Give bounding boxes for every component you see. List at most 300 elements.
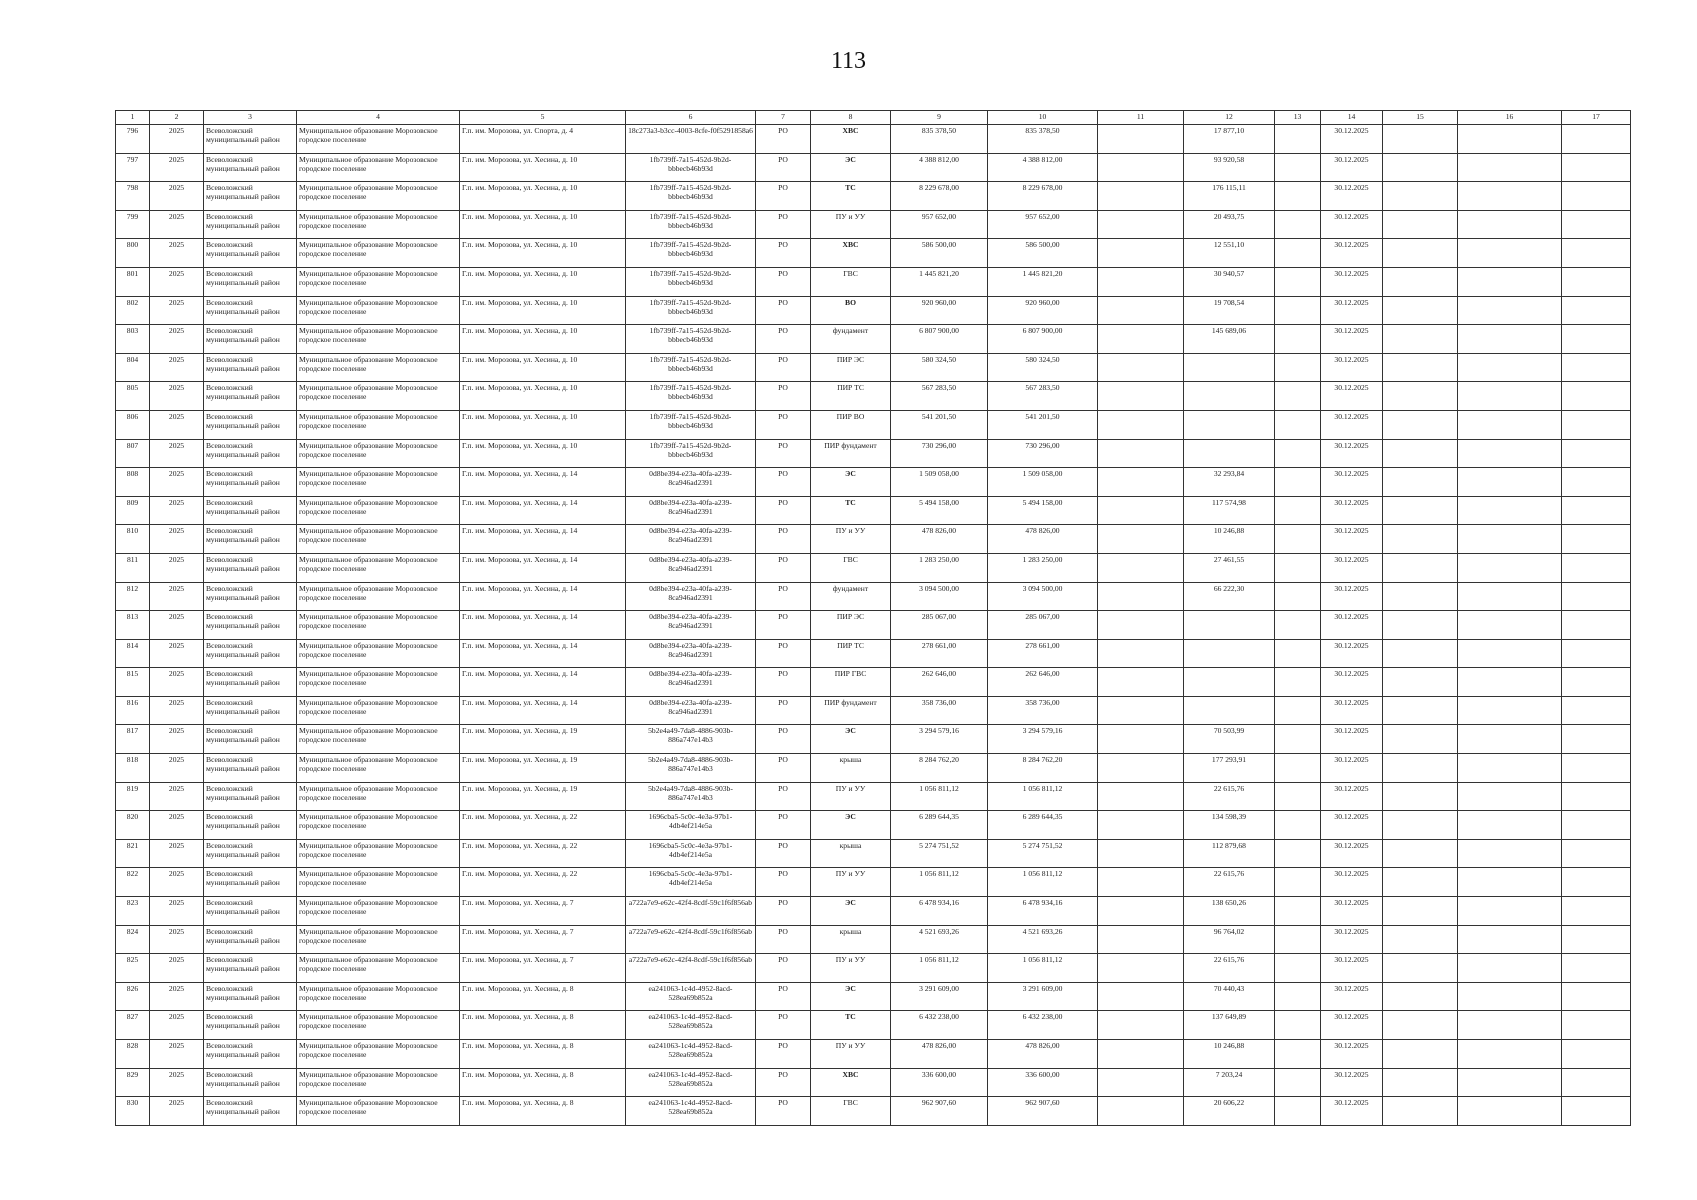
table-row — [116, 611, 1631, 640]
col16-cell — [1458, 639, 1562, 668]
col17-cell — [1562, 325, 1631, 354]
house-guid-cell: 18c273a3-b3cc-4003-8cfe-f0f5291858a6 — [626, 125, 756, 154]
col17-cell — [1562, 553, 1631, 582]
table-row — [116, 267, 1631, 296]
address-cell: Г.п. им. Морозова, ул. Хесина, д. 10 — [460, 239, 626, 268]
type-cell: РО — [756, 897, 811, 926]
address-cell: Г.п. им. Морозова, ул. Хесина, д. 7 — [460, 954, 626, 983]
col12-cell: 70 440,43 — [1184, 982, 1275, 1011]
col13-cell — [1275, 696, 1321, 725]
table-row — [116, 325, 1631, 354]
house-guid-cell: 1fb739ff-7a15-452d-9b2d-bbbecb46b93d — [626, 153, 756, 182]
col13-cell — [1275, 1011, 1321, 1040]
row-number-cell: 806 — [116, 410, 150, 439]
column-header: 7 — [756, 111, 811, 125]
municipality-cell: Муниципальное образование Морозовское городское поселение — [297, 182, 460, 211]
cost-cell: 6 807 900,00 — [891, 325, 988, 354]
col12-cell: 93 920,58 — [1184, 153, 1275, 182]
table-row — [116, 725, 1631, 754]
date-cell: 30.12.2025 — [1321, 868, 1383, 897]
date-cell: 30.12.2025 — [1321, 1068, 1383, 1097]
row-number-cell: 805 — [116, 382, 150, 411]
type-cell: РО — [756, 782, 811, 811]
date-cell: 30.12.2025 — [1321, 382, 1383, 411]
house-guid-cell: ea241063-1c4d-4952-8acd-528ea69b852a — [626, 1011, 756, 1040]
house-guid-cell: 0d8be394-e23a-40fa-a239-8ca946ad2391 — [626, 696, 756, 725]
row-number-cell: 816 — [116, 696, 150, 725]
col17-cell — [1562, 353, 1631, 382]
table-row — [116, 182, 1631, 211]
work-type-cell: ПУ и УУ — [811, 210, 891, 239]
date-cell: 30.12.2025 — [1321, 296, 1383, 325]
cost-cell: 5 494 158,00 — [891, 496, 988, 525]
cost-total-cell: 6 807 900,00 — [988, 325, 1098, 354]
type-cell: РО — [756, 210, 811, 239]
col13-cell — [1275, 668, 1321, 697]
district-cell: Всеволожский муниципальный район — [204, 897, 297, 926]
table-row — [116, 811, 1631, 840]
col11-cell — [1098, 982, 1184, 1011]
year-cell: 2025 — [150, 897, 204, 926]
col17-cell — [1562, 296, 1631, 325]
col12-cell: 138 650,26 — [1184, 897, 1275, 926]
type-cell: РО — [756, 811, 811, 840]
col11-cell — [1098, 296, 1184, 325]
cost-total-cell: 278 661,00 — [988, 639, 1098, 668]
district-cell: Всеволожский муниципальный район — [204, 468, 297, 497]
district-cell: Всеволожский муниципальный район — [204, 782, 297, 811]
col16-cell — [1458, 496, 1562, 525]
year-cell: 2025 — [150, 725, 204, 754]
col17-cell — [1562, 868, 1631, 897]
col17-cell — [1562, 239, 1631, 268]
row-number-cell: 826 — [116, 982, 150, 1011]
address-cell: Г.п. им. Морозова, ул. Хесина, д. 8 — [460, 1040, 626, 1069]
date-cell: 30.12.2025 — [1321, 725, 1383, 754]
municipality-cell: Муниципальное образование Морозовское городское поселение — [297, 210, 460, 239]
year-cell: 2025 — [150, 982, 204, 1011]
date-cell: 30.12.2025 — [1321, 696, 1383, 725]
type-cell: РО — [756, 839, 811, 868]
column-header: 9 — [891, 111, 988, 125]
col13-cell — [1275, 639, 1321, 668]
date-cell: 30.12.2025 — [1321, 553, 1383, 582]
address-cell: Г.п. им. Морозова, ул. Хесина, д. 8 — [460, 1097, 626, 1126]
col16-cell — [1458, 696, 1562, 725]
col16-cell — [1458, 782, 1562, 811]
work-type-cell: крыша — [811, 754, 891, 783]
year-cell: 2025 — [150, 439, 204, 468]
district-cell: Всеволожский муниципальный район — [204, 153, 297, 182]
col13-cell — [1275, 582, 1321, 611]
col15-cell — [1383, 754, 1458, 783]
table-row — [116, 1040, 1631, 1069]
column-header: 16 — [1458, 111, 1562, 125]
col15-cell — [1383, 1011, 1458, 1040]
municipality-cell: Муниципальное образование Морозовское городское поселение — [297, 839, 460, 868]
col15-cell — [1383, 239, 1458, 268]
col13-cell — [1275, 925, 1321, 954]
column-header: 1 — [116, 111, 150, 125]
table-row — [116, 868, 1631, 897]
col13-cell — [1275, 210, 1321, 239]
col12-cell: 20 493,75 — [1184, 210, 1275, 239]
table-row — [116, 982, 1631, 1011]
house-guid-cell: 1fb739ff-7a15-452d-9b2d-bbbecb46b93d — [626, 182, 756, 211]
col17-cell — [1562, 182, 1631, 211]
address-cell: Г.п. им. Морозова, ул. Хесина, д. 7 — [460, 925, 626, 954]
col11-cell — [1098, 210, 1184, 239]
type-cell: РО — [756, 125, 811, 154]
col13-cell — [1275, 839, 1321, 868]
cost-total-cell: 5 274 751,52 — [988, 839, 1098, 868]
col15-cell — [1383, 296, 1458, 325]
col11-cell — [1098, 439, 1184, 468]
row-number-cell: 798 — [116, 182, 150, 211]
cost-cell: 6 432 238,00 — [891, 1011, 988, 1040]
cost-cell: 835 378,50 — [891, 125, 988, 154]
col17-cell — [1562, 925, 1631, 954]
col15-cell — [1383, 839, 1458, 868]
house-guid-cell: 0d8be394-e23a-40fa-a239-8ca946ad2391 — [626, 582, 756, 611]
address-cell: Г.п. им. Морозова, ул. Хесина, д. 7 — [460, 897, 626, 926]
col11-cell — [1098, 325, 1184, 354]
table-header — [116, 111, 1631, 125]
col13-cell — [1275, 296, 1321, 325]
type-cell: РО — [756, 439, 811, 468]
year-cell: 2025 — [150, 954, 204, 983]
column-header: 10 — [988, 111, 1098, 125]
address-cell: Г.п. им. Морозова, ул. Хесина, д. 22 — [460, 839, 626, 868]
col16-cell — [1458, 410, 1562, 439]
col17-cell — [1562, 382, 1631, 411]
col11-cell — [1098, 1040, 1184, 1069]
municipality-cell: Муниципальное образование Морозовское городское поселение — [297, 754, 460, 783]
cost-total-cell: 580 324,50 — [988, 353, 1098, 382]
cost-total-cell: 6 432 238,00 — [988, 1011, 1098, 1040]
row-number-cell: 827 — [116, 1011, 150, 1040]
column-header: 11 — [1098, 111, 1184, 125]
col12-cell: 10 246,88 — [1184, 525, 1275, 554]
col11-cell — [1098, 725, 1184, 754]
col17-cell — [1562, 782, 1631, 811]
col17-cell — [1562, 439, 1631, 468]
work-type-cell: ВО — [811, 296, 891, 325]
year-cell: 2025 — [150, 1040, 204, 1069]
col16-cell — [1458, 182, 1562, 211]
municipality-cell: Муниципальное образование Морозовское городское поселение — [297, 353, 460, 382]
col13-cell — [1275, 182, 1321, 211]
cost-cell: 285 067,00 — [891, 611, 988, 640]
cost-cell: 586 500,00 — [891, 239, 988, 268]
col15-cell — [1383, 725, 1458, 754]
date-cell: 30.12.2025 — [1321, 267, 1383, 296]
col15-cell — [1383, 811, 1458, 840]
district-cell: Всеволожский муниципальный район — [204, 1097, 297, 1126]
house-guid-cell: 1696cba5-5c0c-4e3a-97b1-4db4ef214e5a — [626, 868, 756, 897]
year-cell: 2025 — [150, 1011, 204, 1040]
address-cell: Г.п. им. Морозова, ул. Хесина, д. 14 — [460, 496, 626, 525]
col15-cell — [1383, 1040, 1458, 1069]
type-cell: РО — [756, 925, 811, 954]
col17-cell — [1562, 725, 1631, 754]
col12-cell — [1184, 611, 1275, 640]
col15-cell — [1383, 267, 1458, 296]
municipality-cell: Муниципальное образование Морозовское городское поселение — [297, 468, 460, 497]
col16-cell — [1458, 1011, 1562, 1040]
col15-cell — [1383, 439, 1458, 468]
district-cell: Всеволожский муниципальный район — [204, 1040, 297, 1069]
col11-cell — [1098, 754, 1184, 783]
cost-cell: 957 652,00 — [891, 210, 988, 239]
date-cell: 30.12.2025 — [1321, 525, 1383, 554]
house-guid-cell: 1fb739ff-7a15-452d-9b2d-bbbecb46b93d — [626, 210, 756, 239]
year-cell: 2025 — [150, 382, 204, 411]
work-type-cell: фундамент — [811, 582, 891, 611]
work-type-cell: ХВС — [811, 125, 891, 154]
year-cell: 2025 — [150, 611, 204, 640]
type-cell: РО — [756, 296, 811, 325]
district-cell: Всеволожский муниципальный район — [204, 639, 297, 668]
date-cell: 30.12.2025 — [1321, 1011, 1383, 1040]
cost-cell: 3 294 579,16 — [891, 725, 988, 754]
col15-cell — [1383, 1068, 1458, 1097]
work-type-cell: ТС — [811, 182, 891, 211]
col16-cell — [1458, 353, 1562, 382]
row-number-cell: 797 — [116, 153, 150, 182]
col11-cell — [1098, 125, 1184, 154]
type-cell: РО — [756, 496, 811, 525]
col16-cell — [1458, 611, 1562, 640]
work-type-cell: ЭС — [811, 811, 891, 840]
date-cell: 30.12.2025 — [1321, 353, 1383, 382]
table-row — [116, 239, 1631, 268]
row-number-cell: 829 — [116, 1068, 150, 1097]
house-guid-cell: 1fb739ff-7a15-452d-9b2d-bbbecb46b93d — [626, 353, 756, 382]
cost-total-cell: 586 500,00 — [988, 239, 1098, 268]
date-cell: 30.12.2025 — [1321, 325, 1383, 354]
municipality-cell: Муниципальное образование Морозовское городское поселение — [297, 439, 460, 468]
table-row — [116, 696, 1631, 725]
date-cell: 30.12.2025 — [1321, 410, 1383, 439]
table-row — [116, 525, 1631, 554]
house-guid-cell: 0d8be394-e23a-40fa-a239-8ca946ad2391 — [626, 611, 756, 640]
table-row — [116, 468, 1631, 497]
col12-cell — [1184, 439, 1275, 468]
col15-cell — [1383, 954, 1458, 983]
house-guid-cell: a722a7e9-e62c-42f4-8cdf-59c1f6f856ab — [626, 897, 756, 926]
col12-cell: 137 649,89 — [1184, 1011, 1275, 1040]
col16-cell — [1458, 811, 1562, 840]
col17-cell — [1562, 611, 1631, 640]
col17-cell — [1562, 668, 1631, 697]
col11-cell — [1098, 639, 1184, 668]
row-number-cell: 825 — [116, 954, 150, 983]
cost-total-cell: 8 229 678,00 — [988, 182, 1098, 211]
col17-cell — [1562, 639, 1631, 668]
house-guid-cell: 5b2e4a49-7da8-4886-903b-886a747e14b3 — [626, 782, 756, 811]
column-header: 12 — [1184, 111, 1275, 125]
registry-table — [115, 110, 1631, 1126]
house-guid-cell: ea241063-1c4d-4952-8acd-528ea69b852a — [626, 1068, 756, 1097]
date-cell: 30.12.2025 — [1321, 182, 1383, 211]
col16-cell — [1458, 525, 1562, 554]
col15-cell — [1383, 639, 1458, 668]
cost-total-cell: 1 056 811,12 — [988, 868, 1098, 897]
municipality-cell: Муниципальное образование Морозовское городское поселение — [297, 811, 460, 840]
house-guid-cell: a722a7e9-e62c-42f4-8cdf-59c1f6f856ab — [626, 925, 756, 954]
year-cell: 2025 — [150, 267, 204, 296]
house-guid-cell: 1fb739ff-7a15-452d-9b2d-bbbecb46b93d — [626, 267, 756, 296]
col16-cell — [1458, 296, 1562, 325]
col15-cell — [1383, 925, 1458, 954]
table-row — [116, 153, 1631, 182]
house-guid-cell: 0d8be394-e23a-40fa-a239-8ca946ad2391 — [626, 468, 756, 497]
col11-cell — [1098, 496, 1184, 525]
table-row — [116, 754, 1631, 783]
row-number-cell: 821 — [116, 839, 150, 868]
district-cell: Всеволожский муниципальный район — [204, 296, 297, 325]
type-cell: РО — [756, 725, 811, 754]
col12-cell: 177 293,91 — [1184, 754, 1275, 783]
col11-cell — [1098, 954, 1184, 983]
address-cell: Г.п. им. Морозова, ул. Хесина, д. 8 — [460, 1011, 626, 1040]
col16-cell — [1458, 267, 1562, 296]
column-header: 5 — [460, 111, 626, 125]
col13-cell — [1275, 897, 1321, 926]
work-type-cell: ПИР ГВС — [811, 668, 891, 697]
table-row — [116, 839, 1631, 868]
year-cell: 2025 — [150, 410, 204, 439]
municipality-cell: Муниципальное образование Морозовское городское поселение — [297, 639, 460, 668]
row-number-cell: 830 — [116, 1097, 150, 1126]
address-cell: Г.п. им. Морозова, ул. Хесина, д. 14 — [460, 553, 626, 582]
address-cell: Г.п. им. Морозова, ул. Хесина, д. 8 — [460, 1068, 626, 1097]
col12-cell: 7 203,24 — [1184, 1068, 1275, 1097]
col13-cell — [1275, 553, 1321, 582]
address-cell: Г.п. им. Морозова, ул. Хесина, д. 10 — [460, 182, 626, 211]
municipality-cell: Муниципальное образование Морозовское городское поселение — [297, 897, 460, 926]
column-header: 3 — [204, 111, 297, 125]
table-row — [116, 353, 1631, 382]
district-cell: Всеволожский муниципальный район — [204, 725, 297, 754]
type-cell: РО — [756, 382, 811, 411]
district-cell: Всеволожский муниципальный район — [204, 982, 297, 1011]
cost-cell: 580 324,50 — [891, 353, 988, 382]
cost-total-cell: 3 094 500,00 — [988, 582, 1098, 611]
col13-cell — [1275, 410, 1321, 439]
house-guid-cell: 1fb739ff-7a15-452d-9b2d-bbbecb46b93d — [626, 439, 756, 468]
type-cell: РО — [756, 754, 811, 783]
col12-cell: 12 551,10 — [1184, 239, 1275, 268]
date-cell: 30.12.2025 — [1321, 210, 1383, 239]
col15-cell — [1383, 410, 1458, 439]
municipality-cell: Муниципальное образование Морозовское городское поселение — [297, 982, 460, 1011]
work-type-cell: ХВС — [811, 239, 891, 268]
work-type-cell: ЭС — [811, 725, 891, 754]
col17-cell — [1562, 582, 1631, 611]
col11-cell — [1098, 1011, 1184, 1040]
cost-total-cell: 567 283,50 — [988, 382, 1098, 411]
address-cell: Г.п. им. Морозова, ул. Хесина, д. 10 — [460, 382, 626, 411]
table-row — [116, 1068, 1631, 1097]
col12-cell: 22 615,76 — [1184, 782, 1275, 811]
cost-cell: 4 388 812,00 — [891, 153, 988, 182]
cost-cell: 358 736,00 — [891, 696, 988, 725]
cost-total-cell: 730 296,00 — [988, 439, 1098, 468]
col16-cell — [1458, 982, 1562, 1011]
district-cell: Всеволожский муниципальный район — [204, 439, 297, 468]
house-guid-cell: 5b2e4a49-7da8-4886-903b-886a747e14b3 — [626, 725, 756, 754]
col13-cell — [1275, 239, 1321, 268]
col13-cell — [1275, 353, 1321, 382]
work-type-cell: ПИР ВО — [811, 410, 891, 439]
house-guid-cell: 0d8be394-e23a-40fa-a239-8ca946ad2391 — [626, 639, 756, 668]
row-number-cell: 804 — [116, 353, 150, 382]
municipality-cell: Муниципальное образование Морозовское городское поселение — [297, 325, 460, 354]
date-cell: 30.12.2025 — [1321, 239, 1383, 268]
type-cell: РО — [756, 325, 811, 354]
cost-total-cell: 4 521 693,26 — [988, 925, 1098, 954]
col16-cell — [1458, 582, 1562, 611]
row-number-cell: 809 — [116, 496, 150, 525]
col17-cell — [1562, 267, 1631, 296]
table-row — [116, 668, 1631, 697]
cost-cell: 1 445 821,20 — [891, 267, 988, 296]
address-cell: Г.п. им. Морозова, ул. Хесина, д. 10 — [460, 210, 626, 239]
table-row — [116, 382, 1631, 411]
work-type-cell: ЭС — [811, 897, 891, 926]
district-cell: Всеволожский муниципальный район — [204, 267, 297, 296]
cost-total-cell: 6 289 644,35 — [988, 811, 1098, 840]
row-number-cell: 803 — [116, 325, 150, 354]
year-cell: 2025 — [150, 925, 204, 954]
date-cell: 30.12.2025 — [1321, 668, 1383, 697]
address-cell: Г.п. им. Морозова, ул. Хесина, д. 14 — [460, 525, 626, 554]
col11-cell — [1098, 811, 1184, 840]
cost-cell: 1 509 058,00 — [891, 468, 988, 497]
house-guid-cell: 0d8be394-e23a-40fa-a239-8ca946ad2391 — [626, 525, 756, 554]
col15-cell — [1383, 611, 1458, 640]
municipality-cell: Муниципальное образование Морозовское городское поселение — [297, 410, 460, 439]
table-row — [116, 125, 1631, 154]
row-number-cell: 800 — [116, 239, 150, 268]
year-cell: 2025 — [150, 525, 204, 554]
year-cell: 2025 — [150, 353, 204, 382]
date-cell: 30.12.2025 — [1321, 754, 1383, 783]
cost-total-cell: 6 478 934,16 — [988, 897, 1098, 926]
column-number-row — [116, 111, 1631, 125]
municipality-cell: Муниципальное образование Морозовское городское поселение — [297, 296, 460, 325]
cost-total-cell: 478 826,00 — [988, 1040, 1098, 1069]
col11-cell — [1098, 925, 1184, 954]
col17-cell — [1562, 1011, 1631, 1040]
type-cell: РО — [756, 525, 811, 554]
district-cell: Всеволожский муниципальный район — [204, 353, 297, 382]
year-cell: 2025 — [150, 496, 204, 525]
col16-cell — [1458, 954, 1562, 983]
row-number-cell: 823 — [116, 897, 150, 926]
date-cell: 30.12.2025 — [1321, 839, 1383, 868]
column-header: 17 — [1562, 111, 1631, 125]
district-cell: Всеволожский муниципальный район — [204, 611, 297, 640]
col15-cell — [1383, 125, 1458, 154]
cost-total-cell: 1 445 821,20 — [988, 267, 1098, 296]
municipality-cell: Муниципальное образование Морозовское городское поселение — [297, 1097, 460, 1126]
table-row — [116, 1011, 1631, 1040]
district-cell: Всеволожский муниципальный район — [204, 325, 297, 354]
address-cell: Г.п. им. Морозова, ул. Хесина, д. 8 — [460, 982, 626, 1011]
